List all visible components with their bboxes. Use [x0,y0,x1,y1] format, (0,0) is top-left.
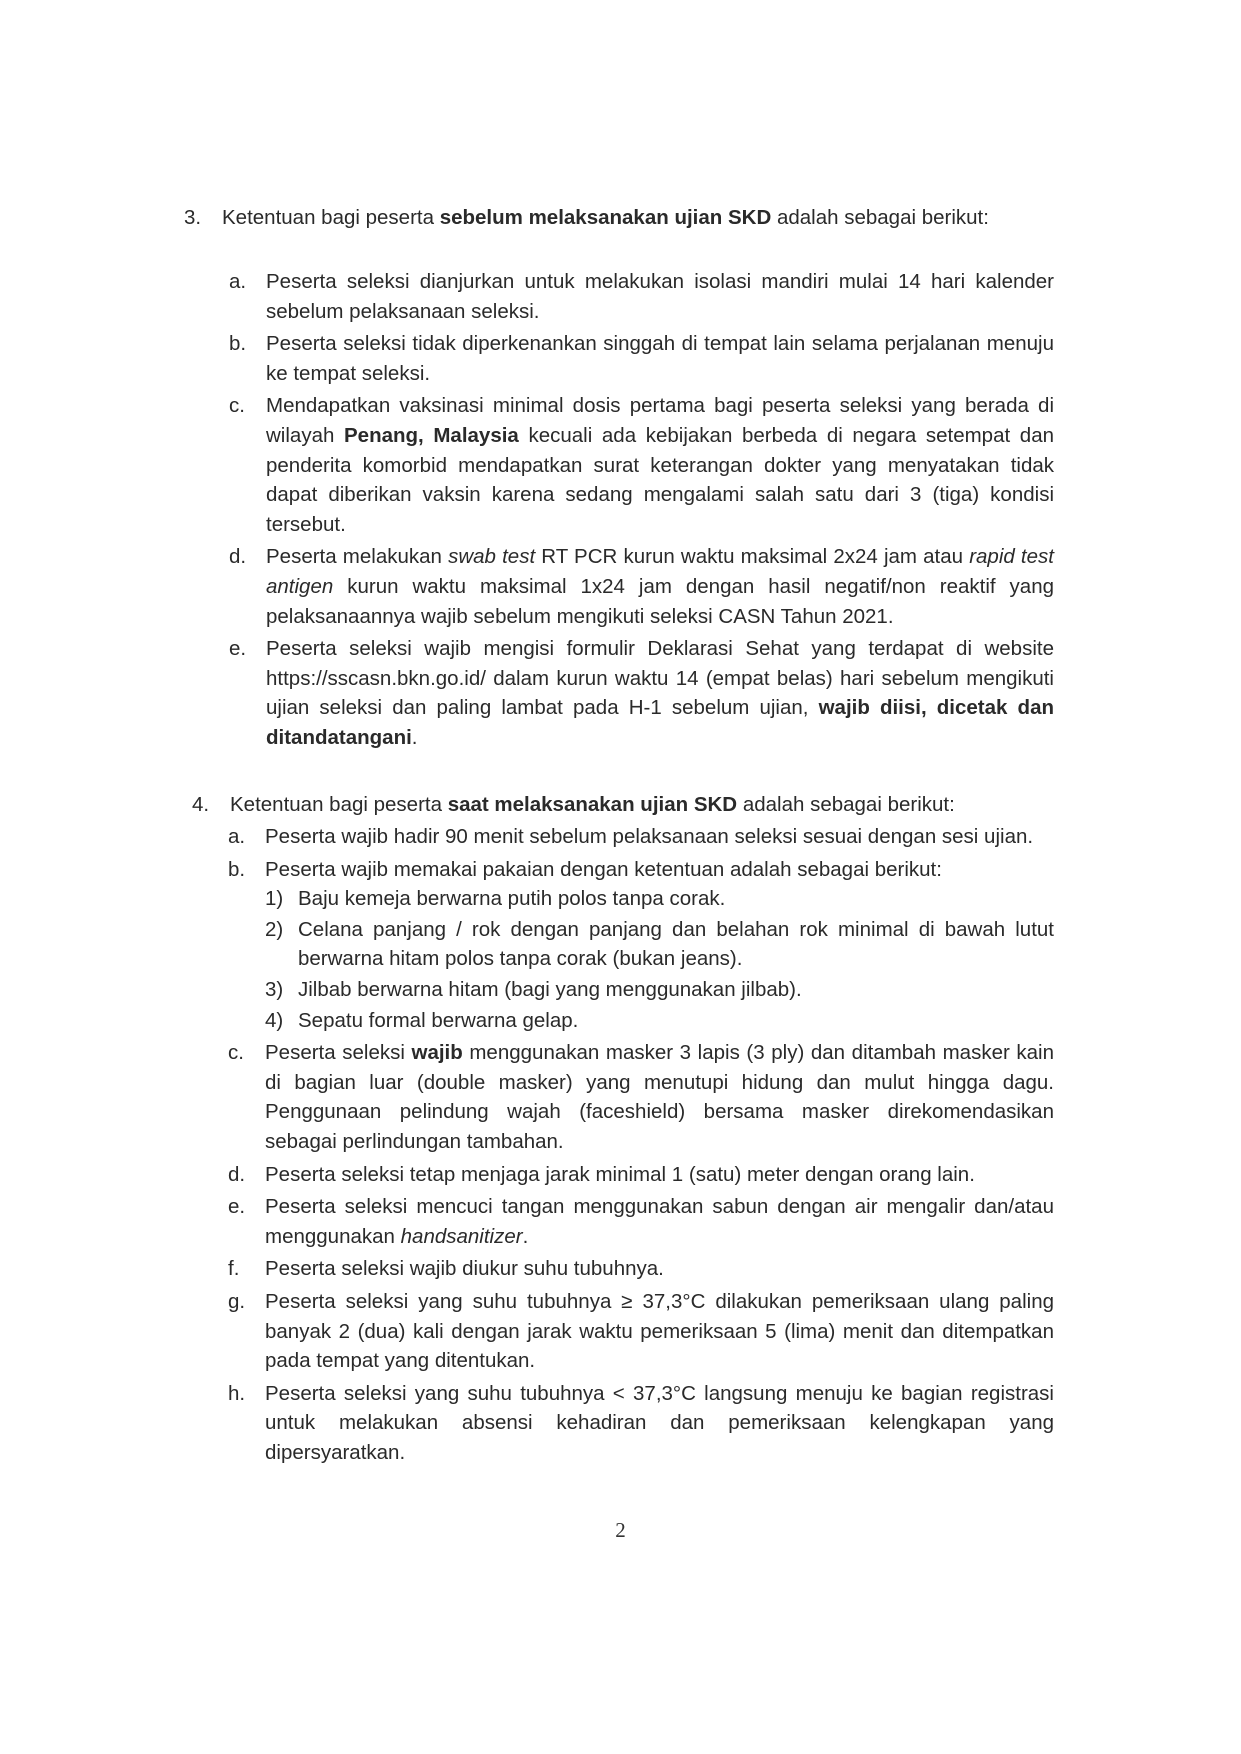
list-item: c. Mendapatkan vaksinasi minimal dosis pertama bagi peserta seleksi yang berada di wilayah Penang, Malaysia kecuali ada kebijakan berbeda di negara setempat dan penderita komorbid mendapatkan surat keterangan dokter yang menyatakan tidak dapat diberikan vaksin karena sedang mengalami salah satu dari 3 (tiga) kondisi tersebut. [229,394,1054,536]
list-item: a. Peserta wajib hadir 90 menit sebelum pelaksanaan seleksi sesuai dengan sesi ujian. [228,825,1034,848]
list-item: f. Peserta seleksi wajib diukur suhu tubuhnya. [228,1257,664,1281]
list-item: d. Peserta melakukan swab test RT PCR kurun waktu maksimal 2x24 jam atau rapid test antigen kurun waktu maksimal 1x24 jam dengan hasil negatif/non reaktif yang pelaksanaannya wajib sebelum mengikuti seleksi CASN Tahun 2021. [229,545,1054,628]
list-item: e. Peserta seleksi wajib mengisi formulir Deklarasi Sehat yang terdapat di website https://sscasn.bkn.go.id/ dalam kurun waktu 14 (empat belas) hari sebelum mengikuti ujian seleksi dan paling lambat pada H-1 sebelum ujian, wajib diisi, dicetak dan ditandatangani. [229,637,1054,749]
list-item: g. Peserta seleksi yang suhu tubuhnya ≥ 37,3°C dilakukan pemeriksaan ulang paling banyak 2 (dua) kali dengan jarak waktu pemeriksaan 5 (lima) menit dan ditempatkan pada tempat yang ditentukan. [228,1289,1054,1373]
section-intro: Ketentuan bagi peserta sebelum melaksanakan ujian SKD adalah sebagai berikut: [222,206,989,229]
section-number: 4. [192,793,210,816]
sub-list-item: 2) Celana panjang / rok dengan panjang dan belahan rok minimal di bawah lutut berwarna hitam polos tanpa corak (bukan jeans). [265,917,1054,971]
section-3-items [229,267,1054,756]
list-item: e. Peserta seleksi mencuci tangan menggunakan sabun dengan air mengalir dan/atau menggunakan handsanitizer. [228,1195,1054,1248]
list-item: b. Peserta seleksi tidak diperkenankan singgah di tempat lain selama perjalanan menuju ke tempat seleksi. [229,332,1054,385]
page-number: 2 [615,1518,626,1542]
list-item: d. Peserta seleksi tetap menjaga jarak minimal 1 (satu) meter dengan orang lain. [228,1162,975,1186]
section-number: 3. [184,206,202,229]
section-4-items [228,822,1054,1470]
list-item: h. Peserta seleksi yang suhu tubuhnya < 37,3°C langsung menuju ke bagian registrasi untuk melakukan absensi kehadiran dan pemeriksaan kelengkapan yang dipersyaratkan. [228,1381,1054,1464]
list-item: c. Peserta seleksi wajib menggunakan masker 3 lapis (3 ply) dan ditambah masker kain di bagian luar (double masker) yang menutupi hidung dan mulut hingga dagu. Penggunaan pelindung wajah (faceshield) bersama masker direkomendasikan sebagai perlindungan tambahan. [228,1041,1054,1153]
list-item: a. Peserta seleksi dianjurkan untuk melakukan isolasi mandiri mulai 14 hari kalender sebelum pelaksanaan seleksi. [229,270,1054,323]
section-intro: Ketentuan bagi peserta saat melaksanakan ujian SKD adalah sebagai berikut: [230,793,955,816]
list-item: b. Peserta wajib memakai pakaian dengan ketentuan adalah sebagai berikut: 1) Baju kemeja berwarna putih polos tanpa corak. 2) Celana panjang / rok dengan panjang dan belahan rok minimal di bawah lutut berwarna hitam polos tanpa corak (bukan jeans). 3) Jilbab berwarna hitam (bagi yang menggunakan jilbab). 4) Sepatu formal berwarna gelap. [228,855,1054,1036]
sub-list-item: 4) Sepatu formal berwarna gelap. [265,1008,579,1032]
sub-list [265,884,1054,1035]
sub-list-item: 1) Baju kemeja berwarna putih polos tanpa corak. [265,887,726,911]
sub-list-item: 3) Jilbab berwarna hitam (bagi yang menggunakan jilbab). [265,977,802,1001]
